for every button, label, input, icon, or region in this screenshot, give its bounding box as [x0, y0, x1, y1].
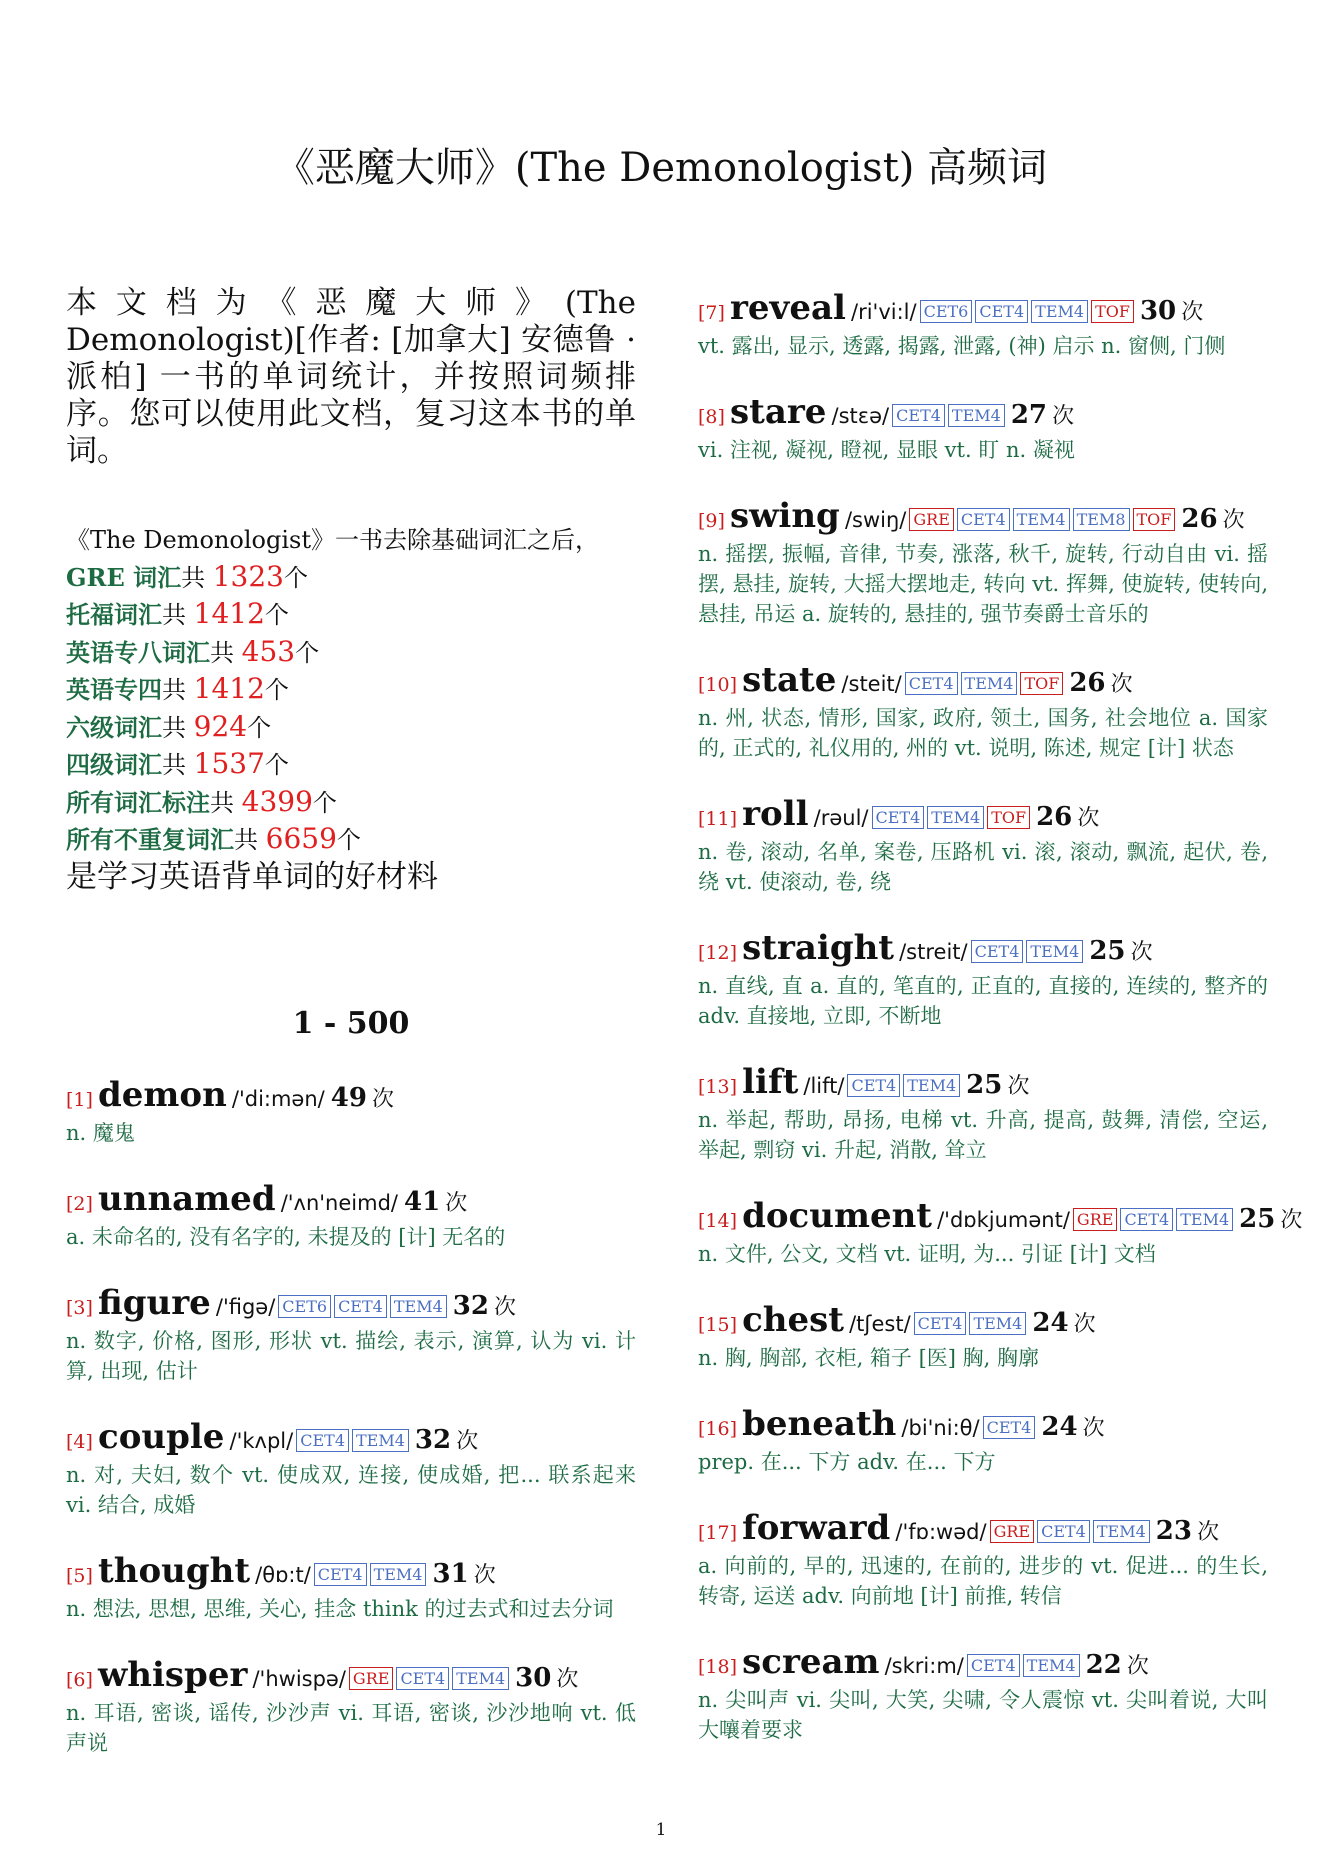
entry-index: [18] [698, 1656, 738, 1678]
entry-definition: vt. 露出, 显示, 透露, 揭露, 泄露, (神) 启示 n. 窗侧, 门侧 [698, 334, 1226, 358]
word-entry [66, 1548, 636, 1624]
count-suffix: 次 [1197, 1520, 1220, 1545]
entry-count: 24 [1032, 1308, 1069, 1338]
count-suffix: 次 [1052, 404, 1075, 429]
entry-word: forward [742, 1508, 891, 1548]
word-entry [698, 1059, 1268, 1165]
exam-tag-badge: CET4 [971, 940, 1024, 963]
exam-tag-badge: CET4 [314, 1563, 367, 1586]
exam-tag-badge: CET6 [920, 300, 973, 323]
exam-tag-badge: TEM4 [927, 806, 984, 829]
entry-head [66, 1176, 636, 1222]
stat-line [66, 559, 636, 597]
entry-count: 49 [330, 1082, 367, 1113]
exam-tag-badge: TEM4 [948, 404, 1005, 427]
entry-index: [12] [698, 942, 738, 964]
exam-tag-badge: TEM4 [390, 1295, 447, 1318]
stat-mid: 共 [210, 638, 242, 667]
entry-phonetic: /bi'ni:θ/ [901, 1416, 980, 1440]
entry-index: [4] [66, 1430, 93, 1453]
word-entry [698, 1401, 1268, 1477]
entry-head [66, 1414, 636, 1460]
entry-phonetic: /tʃest/ [849, 1312, 911, 1336]
entry-index: [17] [698, 1522, 738, 1544]
page-number: 1 [655, 1820, 667, 1840]
stat-mid: 共 [162, 713, 194, 742]
exam-tag-badge: TOF [1133, 508, 1176, 531]
entry-word: swing [730, 496, 840, 536]
word-entry [66, 1280, 636, 1386]
exam-tag-badge: GRE [1073, 1208, 1118, 1231]
stat-line [66, 821, 636, 859]
entry-word: beneath [742, 1404, 897, 1444]
entry-word: demon [98, 1074, 227, 1115]
stat-mid: 共 [162, 751, 194, 779]
entry-definition: n. 数字, 价格, 图形, 形状 vt. 描绘, 表示, 演算, 认为 vi. 计算, 出现, 估计 [66, 1328, 636, 1383]
count-suffix: 次 [1110, 672, 1133, 697]
exam-tag-badge: TEM4 [903, 1074, 960, 1097]
entry-index: [8] [698, 406, 725, 428]
entry-word: thought [98, 1550, 251, 1591]
stat-label: 托福词汇 [66, 600, 162, 629]
word-entry [698, 1193, 1303, 1269]
count-suffix: 次 [456, 1428, 479, 1454]
exam-tag-badge: TEM4 [452, 1667, 509, 1690]
entry-definition: n. 魔鬼 [66, 1120, 135, 1145]
entry-count: 30 [1139, 296, 1177, 326]
entry-count: 31 [432, 1558, 469, 1589]
intro-paragraph: 本文档为《恶魔大师》(The Demonologist)[作者: [加拿大] 安德鲁 · 派柏] 一书的单词统计，并按照词频排序。您可以使用此文档，复习这本书的单词。 [66, 285, 636, 469]
exam-tag-badge: GRE [990, 1520, 1035, 1543]
stat-mid: 共 [234, 826, 266, 854]
stat-line [66, 784, 636, 822]
stat-unit: 个 [264, 676, 289, 704]
entry-count: 26 [1181, 504, 1218, 534]
stat-label: 英语专八词汇 [66, 637, 210, 667]
exam-tag-badge: TOF [1020, 672, 1063, 695]
entry-index: [9] [698, 510, 725, 532]
count-suffix: 次 [1126, 1654, 1149, 1679]
exam-tag-badge: TEM4 [370, 1563, 427, 1586]
entry-head [698, 1193, 1303, 1239]
exam-tag-badge: TEM4 [961, 672, 1018, 695]
exam-tag-badge: CET4 [296, 1429, 349, 1452]
exam-tag-badge: CET4 [872, 806, 925, 829]
entry-phonetic: /'hwispə/ [252, 1666, 346, 1691]
word-entry [66, 1072, 636, 1148]
count-suffix: 次 [1280, 1208, 1303, 1233]
stats-tail: 是学习英语背单词的好材料 [66, 858, 438, 895]
word-entry [66, 1176, 636, 1252]
entry-word: unnamed [98, 1178, 276, 1219]
entry-phonetic: /stɛə/ [831, 404, 890, 428]
entry-definition: a. 未命名的, 没有名字的, 未提及的 [计] 无名的 [66, 1224, 506, 1249]
word-entry [698, 925, 1268, 1031]
entry-head [66, 1548, 636, 1594]
entry-index: [7] [698, 302, 725, 324]
entry-definition: n. 尖叫声 vi. 尖叫, 大笑, 尖啸, 令人震惊 vt. 尖叫着说, 大叫大嚷着要求 [698, 1688, 1268, 1742]
stat-line [66, 709, 636, 747]
entry-word: roll [742, 794, 809, 834]
entry-phonetic: /'kʌpl/ [229, 1428, 294, 1453]
entry-definition: n. 耳语, 密谈, 谣传, 沙沙声 vi. 耳语, 密谈, 沙沙地响 vt. 低声说 [66, 1700, 636, 1755]
count-suffix: 次 [372, 1086, 395, 1112]
exam-tag-badge: TEM8 [1073, 508, 1130, 531]
entry-phonetic: /skri:m/ [884, 1654, 964, 1678]
entry-definition: vi. 注视, 凝视, 瞪视, 显眼 vt. 盯 n. 凝视 [698, 438, 1075, 462]
exam-tag-badge: CET4 [975, 300, 1028, 323]
stat-number: 1323 [212, 559, 284, 593]
entry-head [698, 1401, 1268, 1447]
count-suffix: 次 [1007, 1074, 1030, 1099]
entry-phonetic: /θɒ:t/ [255, 1562, 311, 1587]
word-entry [698, 657, 1268, 763]
stats-lead: 《The Demonologist》一书去除基础词汇之后， [66, 526, 599, 554]
stat-unit: 个 [312, 788, 337, 817]
left-column [66, 285, 636, 1786]
entry-head [698, 493, 1268, 539]
entry-count: 26 [1036, 802, 1073, 832]
word-entry [698, 1639, 1268, 1745]
exam-tag-badge: TEM4 [1176, 1208, 1233, 1231]
exam-tag-badge: CET4 [983, 1416, 1036, 1439]
entry-list-left [66, 1072, 636, 1758]
entry-definition: n. 直线, 直 a. 直的, 笔直的, 正直的, 直接的, 连续的, 整齐的 adv. 直接地, 立即, 不断地 [698, 974, 1268, 1028]
exam-tag-badge: CET4 [892, 404, 945, 427]
exam-tag-badge: TEM4 [352, 1429, 409, 1452]
entry-count: 26 [1069, 668, 1106, 698]
entry-word: state [742, 660, 837, 700]
entry-head [66, 1072, 636, 1118]
entry-phonetic: /'fɒ:wəd/ [895, 1520, 987, 1544]
stat-unit: 个 [295, 638, 320, 667]
word-entry [698, 285, 1268, 361]
stat-label: 英语专四 [66, 675, 162, 704]
count-suffix: 次 [1082, 1416, 1105, 1441]
range-heading: 1 - 500 [292, 1005, 410, 1041]
entry-word: chest [742, 1300, 845, 1340]
stat-line [66, 634, 636, 672]
entry-word: whisper [98, 1654, 248, 1695]
entry-definition: n. 举起, 帮助, 昂扬, 电梯 vt. 升高, 提高, 鼓舞, 清偿, 空运, 举起, 剽窃 vi. 升起, 消散, 耸立 [698, 1108, 1268, 1162]
stats-lines [66, 559, 636, 859]
count-suffix: 次 [1073, 1312, 1096, 1337]
entry-index: [2] [66, 1192, 93, 1215]
entry-index: [11] [698, 808, 738, 830]
entry-word: document [742, 1196, 933, 1236]
entry-phonetic: /rəul/ [813, 806, 869, 830]
exam-tag-badge: TEM4 [1023, 1654, 1080, 1677]
count-suffix: 次 [445, 1190, 468, 1216]
word-entry [698, 1505, 1268, 1611]
stat-line [66, 671, 636, 709]
entry-head [66, 1652, 636, 1698]
stat-number: 1412 [193, 672, 265, 705]
entry-word: straight [742, 928, 895, 968]
entry-definition: n. 想法, 思想, 思维, 关心, 挂念 think 的过去式和过去分词 [66, 1596, 614, 1621]
stat-mid: 共 [210, 788, 242, 817]
stat-number: 4399 [241, 784, 313, 818]
exam-tag-badge: CET4 [905, 672, 958, 695]
stat-number: 1412 [193, 597, 265, 630]
entry-index: [14] [698, 1210, 738, 1232]
entry-word: stare [730, 392, 827, 432]
entry-head [698, 1639, 1268, 1685]
count-suffix: 次 [556, 1666, 579, 1692]
entry-list-right [698, 285, 1303, 1773]
stat-label: 六级词汇 [66, 712, 162, 742]
entry-count: 22 [1085, 1650, 1122, 1680]
stat-unit: 个 [247, 713, 272, 742]
entry-count: 25 [1239, 1204, 1276, 1234]
exam-tag-badge: GRE [909, 508, 954, 531]
entry-head [698, 1505, 1268, 1551]
stat-line [66, 596, 636, 634]
stat-number: 924 [193, 709, 248, 743]
stat-label: 所有不重复词汇 [66, 825, 234, 854]
exam-tag-badge: TEM4 [1093, 1520, 1150, 1543]
entry-word: lift [742, 1062, 799, 1102]
stat-mid: 共 [181, 563, 213, 592]
entry-head [698, 285, 1268, 331]
exam-tag-badge: TEM4 [1031, 300, 1088, 323]
stat-number: 453 [241, 634, 296, 668]
entry-index: [6] [66, 1668, 93, 1691]
entry-definition: n. 卷, 滚动, 名单, 案卷, 压路机 vi. 滚, 滚动, 飘流, 起伏, 卷, 绕 vt. 使滚动, 卷, 绕 [698, 840, 1268, 894]
stat-mid: 共 [162, 601, 194, 629]
word-entry [698, 1297, 1268, 1373]
exam-tag-badge: CET6 [278, 1295, 331, 1318]
stat-label: GRE 词汇 [66, 562, 182, 592]
entry-head [698, 657, 1268, 703]
count-suffix: 次 [1130, 940, 1153, 965]
entry-head [66, 1280, 636, 1326]
entry-definition: n. 摇摆, 振幅, 音律, 节奏, 涨落, 秋千, 旋转, 行动自由 vi. 摇摆, 悬挂, 旋转, 大摇大摆地走, 转向 vt. 挥舞, 使旋转, 使转向, 悬挂, 吊运 a. 旋转的, 悬挂的, 强节奏爵士音乐的 [698, 542, 1268, 626]
entry-head [698, 1297, 1268, 1343]
exam-tag-badge: CET4 [1037, 1520, 1090, 1543]
entry-count: 25 [966, 1070, 1003, 1100]
count-suffix: 次 [1077, 806, 1100, 831]
stat-number: 6659 [265, 822, 337, 855]
exam-tag-badge: CET4 [847, 1074, 900, 1097]
entry-word: reveal [730, 288, 846, 328]
entry-count: 41 [403, 1186, 441, 1217]
stat-number: 1537 [193, 747, 265, 780]
entry-count: 32 [452, 1290, 489, 1321]
count-suffix: 次 [473, 1562, 496, 1588]
page-title: 《恶魔大师》(The Demonologist) 高频词 [274, 145, 1048, 191]
exam-tag-badge: TEM4 [1013, 508, 1070, 531]
entry-head [698, 389, 1268, 435]
exam-tag-badge: CET4 [914, 1312, 967, 1335]
exam-tag-badge: TOF [1091, 300, 1134, 323]
entry-definition: n. 胸, 胸部, 衣柜, 箱子 [医] 胸, 胸廓 [698, 1346, 1040, 1370]
entry-phonetic: /'ʌn'neimd/ [280, 1190, 398, 1215]
entry-word: couple [98, 1416, 225, 1457]
entry-phonetic: /lift/ [803, 1074, 845, 1098]
word-entry [698, 389, 1268, 465]
entry-definition: n. 文件, 公文, 文档 vt. 证明, 为... 引证 [计] 文档 [698, 1242, 1156, 1266]
entry-phonetic: /'figə/ [215, 1294, 276, 1319]
count-suffix: 次 [1181, 300, 1204, 325]
stat-unit: 个 [284, 563, 308, 592]
exam-tag-badge: GRE [349, 1667, 394, 1690]
word-entry [698, 493, 1268, 629]
entry-index: [5] [66, 1564, 93, 1587]
entry-head [698, 1059, 1268, 1105]
word-entry [698, 791, 1268, 897]
entry-phonetic: /streit/ [899, 940, 968, 964]
entry-word: figure [98, 1282, 211, 1323]
entry-definition: n. 州, 状态, 情形, 国家, 政府, 领土, 国务, 社会地位 a. 国家的, 正式的, 礼仪用的, 州的 vt. 说明, 陈述, 规定 [计] 状态 [698, 706, 1268, 760]
entry-phonetic: /steit/ [841, 672, 902, 696]
entry-head [698, 925, 1268, 971]
count-suffix: 次 [1222, 508, 1245, 533]
stat-label: 所有词汇标注 [66, 787, 210, 817]
stat-line [66, 746, 636, 784]
stat-unit: 个 [264, 751, 289, 779]
exam-tag-badge: CET4 [334, 1295, 387, 1318]
entry-index: [16] [698, 1418, 738, 1440]
exam-tag-badge: TEM4 [1026, 940, 1083, 963]
exam-tag-badge: CET4 [396, 1667, 449, 1690]
entry-definition: prep. 在... 下方 adv. 在... 下方 [698, 1450, 996, 1474]
word-entry [66, 1414, 636, 1520]
entry-count: 23 [1155, 1516, 1192, 1546]
entry-count: 32 [414, 1424, 452, 1455]
entry-count: 30 [515, 1662, 552, 1693]
exam-tag-badge: CET4 [1120, 1208, 1173, 1231]
entry-phonetic: /ri'vi:l/ [851, 300, 917, 324]
count-suffix: 次 [494, 1294, 517, 1320]
entry-count: 27 [1010, 400, 1048, 430]
entry-count: 24 [1041, 1412, 1078, 1442]
entry-index: [3] [66, 1296, 93, 1319]
entry-count: 25 [1089, 936, 1126, 966]
entry-phonetic: /'di:mən/ [231, 1086, 325, 1111]
stat-unit: 个 [336, 826, 361, 854]
stats-block [66, 522, 636, 896]
stat-mid: 共 [162, 676, 194, 704]
entry-definition: n. 对, 夫妇, 数个 vt. 使成双, 连接, 使成婚, 把... 联系起来 vi. 结合, 成婚 [66, 1462, 636, 1517]
exam-tag-badge: TOF [987, 806, 1030, 829]
entry-word: scream [742, 1642, 880, 1682]
exam-tag-badge: TEM4 [969, 1312, 1026, 1335]
entry-phonetic: /'dɒkjumənt/ [937, 1208, 1070, 1232]
entry-phonetic: /swiŋ/ [844, 508, 907, 532]
entry-index: [13] [698, 1076, 738, 1098]
word-entry [66, 1652, 636, 1758]
stat-label: 四级词汇 [66, 750, 162, 779]
stat-unit: 个 [264, 601, 289, 629]
entry-definition: a. 向前的, 早的, 迅速的, 在前的, 进步的 vt. 促进... 的生长, 转寄, 运送 adv. 向前地 [计] 前推, 转信 [698, 1554, 1268, 1608]
exam-tag-badge: CET4 [957, 508, 1010, 531]
entry-index: [15] [698, 1314, 738, 1336]
entry-index: [1] [66, 1088, 93, 1111]
exam-tag-badge: CET4 [967, 1654, 1020, 1677]
entry-head [698, 791, 1268, 837]
entry-index: [10] [698, 674, 738, 696]
